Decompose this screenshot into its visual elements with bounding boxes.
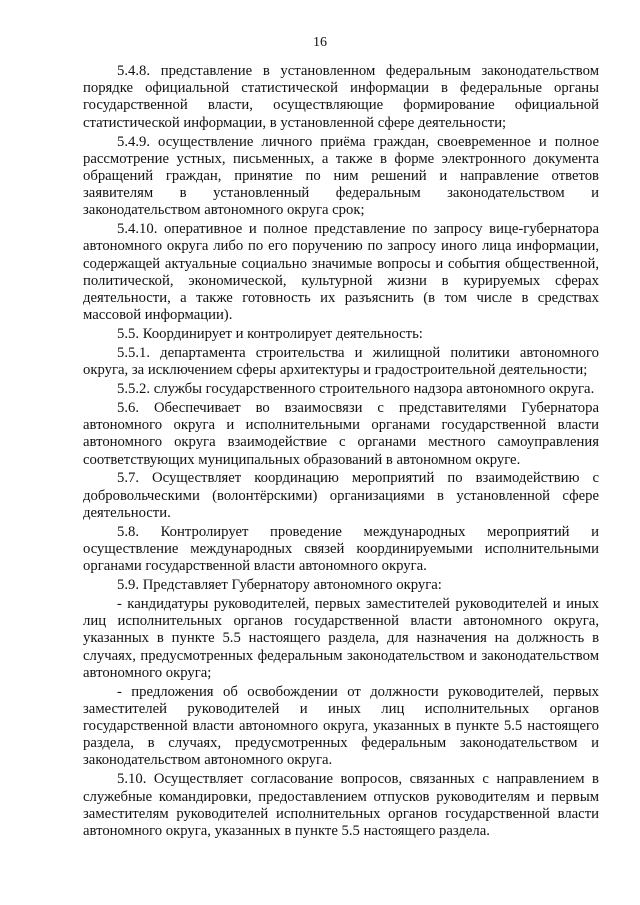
paragraph-5-9: 5.9. Представляет Губернатору автономного округа: xyxy=(117,577,442,594)
paragraph-5-10: 5.10. Осуществляет согласование вопросов, связанных с направлением в служебные командировки, предоставлением отпусков руководителям и первым заместителям руководителей исполнительных органов государственной власти автономного округа, указанных в пункте 5.5 настоящего раздела. xyxy=(83,771,599,839)
paragraph-5-5-1: 5.5.1. департамента строительства и жилищной политики автономного округа, за исключением сферы архитектуры и градостроительной деятельности; xyxy=(83,345,599,379)
paragraph-5-6: 5.6. Обеспечивает во взаимосвязи с представителями Губернатора автономного округа и исполнительными органами государственной власти автономного округа взаимодействие с органами местного самоуправления соответствующих муниципальных образований в автономном округе. xyxy=(83,399,599,468)
paragraph-5-8: 5.8. Контролирует проведение международных мероприятий и осуществление международных связей координируемыми исполнительными органами государственной власти автономного округа. xyxy=(83,523,599,575)
paragraph-5-4-10: 5.4.10. оперативное и полное представление по запросу вице-губернатора автономного округа либо по его поручению по запросу иного лица информации, содержащей актуальные социально значимые вопросы и события общественной, политической, экономической, культурной жизни в курируемых сферах деятельности, а также готовность их разъяснить (в том числе в средствах массовой информации). xyxy=(83,221,599,324)
paragraph-5-5-2: 5.5.2. службы государственного строительного надзора автономного округа. xyxy=(117,381,595,398)
paragraph-5-5: 5.5. Координирует и контролирует деятельность: xyxy=(117,326,423,343)
list-item-dismissal-proposals: - предложения об освобождении от должности руководителей, первых заместителей руководителей и иных лиц исполнительных органов государственной власти автономного округа, указанных в пункте 5.5 настоящего раздела, в случаях, предусмотренных федеральным законодательством и законодательством автономного округа. xyxy=(83,683,599,769)
document-body xyxy=(83,63,599,842)
paragraph-5-7: 5.7. Осуществляет координацию мероприятий по взаимодействию с добровольческими (волонтёрскими) организациями в установленной сфере деятельности. xyxy=(83,470,599,521)
paragraph-5-4-8: 5.4.8. представление в установленном федеральным законодательством порядке официальной статистической информации в федеральные органы государственной власти, осуществляющие формирование официальной статистической информации, в установленной сфере деятельности; xyxy=(83,63,599,131)
list-item-candidates: - кандидатуры руководителей, первых заместителей руководителей и иных лиц исполнительных органов государственной власти автономного округа, указанных в пункте 5.5 настоящего раздела, для назначения на должность в случаях, предусмотренных федеральным законодательством и законодательством автономного округа; xyxy=(83,595,599,681)
page-number: 16 xyxy=(313,35,327,50)
paragraph-5-4-9: 5.4.9. осуществление личного приёма граждан, своевременное и полное рассмотрение устных, письменных, а также в форме электронного документа обращений граждан, принятие по ним решений и направление ответов заявителям в установленный федеральным законодательством и законодательством автономного округа срок; xyxy=(83,133,599,219)
